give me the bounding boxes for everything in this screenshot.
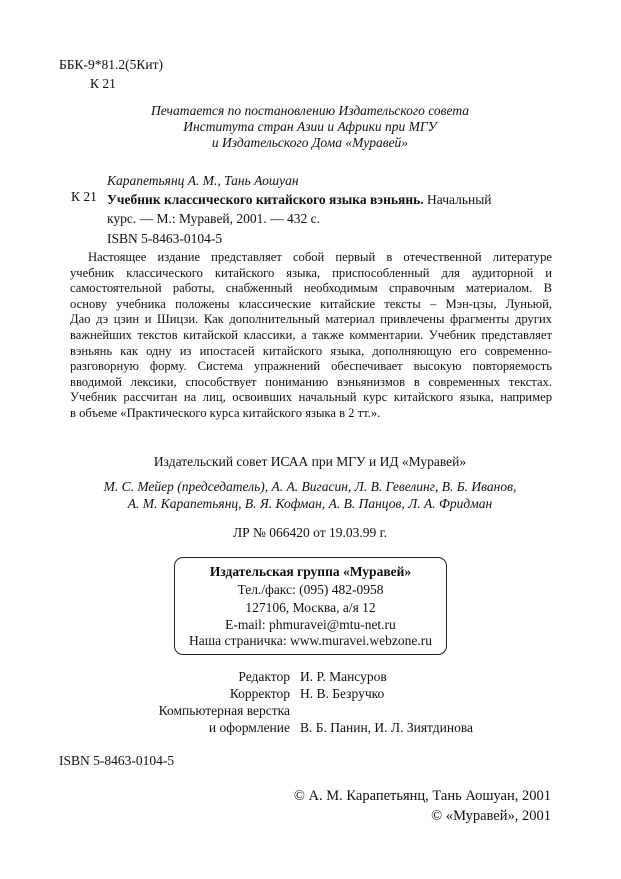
credits xyxy=(90,669,530,749)
abstract-line: разговорную форму. Система упражнений обеспечивает высокую повторяемость xyxy=(70,359,552,374)
abstract-line: Настоящее издание представляет собой первый в отечественной литературе xyxy=(88,250,552,264)
isbn-bottom: ISBN 5-8463-0104-5 xyxy=(59,753,175,768)
publisher-website: Наша страничка: www.muravei.webzone.ru xyxy=(189,633,432,648)
abstract-line: вэньянь как одну из ипостасей китайского языка, дополняющую его современно- xyxy=(70,343,552,358)
catalog-title-bold: Учебник классического китайского языка вэньянь. xyxy=(107,192,424,207)
bbk-code: ББК-9*81.2(5Кит) xyxy=(59,57,163,72)
publication-resolution xyxy=(90,103,530,151)
copyright-line: © «Муравей», 2001 xyxy=(431,808,551,824)
catalog-mark: К 21 xyxy=(71,189,97,204)
abstract-line: самостоятельной работы, снабженный необходимым справочным материалом. В xyxy=(70,281,552,296)
abstract-line: Учебник рассчитан на лиц, освоивших начальный курс китайского языка, например xyxy=(70,390,552,405)
abstract-line: важнейших текстов китайской классики, а также комментарии. Учебник представляет xyxy=(70,327,552,342)
publisher-address: 127106, Москва, а/я 12 xyxy=(245,600,376,615)
catalog-title xyxy=(107,192,492,208)
credit-name: Н. В. Безручко xyxy=(300,686,385,701)
credit-name: В. Б. Панин, И. Л. Зиятдинова xyxy=(300,720,474,735)
publisher-box xyxy=(174,557,447,655)
abstract-line: вводимой лексики, способствует пониманию вэньянизмов в современных текстах. xyxy=(70,374,552,389)
resolution-line: Печатается по постановлению Издательского совета xyxy=(150,103,470,118)
council-members-line: М. С. Мейер (председатель), А. А. Вигасин, Л. В. Гевелинг, В. Б. Иванов, xyxy=(103,479,517,494)
credit-name: И. Р. Мансуров xyxy=(300,669,387,684)
catalog-title-rest: Начальный xyxy=(423,192,492,207)
catalog-authors: Карапетьянц А. М., Тань Аошуан xyxy=(107,173,299,188)
resolution-line: Института стран Азии и Африки при МГУ xyxy=(183,119,437,134)
publisher-email: E-mail: phmuravei@mtu-net.ru xyxy=(225,617,396,632)
credit-role: Компьютерная верстка xyxy=(158,703,290,718)
publisher-name: Издательская группа «Муравей» xyxy=(209,564,412,579)
abstract xyxy=(70,250,552,422)
catalog-imprint: курс. — М.: Муравей, 2001. — 432 с. xyxy=(107,211,321,226)
council-members-line: А. М. Карапетьянц, В. Я. Кофман, А. В. Панцов, Л. А. Фридман xyxy=(127,496,493,511)
catalog-isbn: ISBN 5-8463-0104-5 xyxy=(107,231,223,246)
abstract-line: основу учебника положены классические китайские тексты – Мэн-цзы, Луньюй, xyxy=(70,296,552,311)
copyright xyxy=(294,786,551,826)
abstract-line: Дао дэ цзин и Шицзи. Как дополнительный материал привлечены фрагменты других xyxy=(70,312,552,327)
abstract-line: учебник классического китайского языка, приспособленный для аудиторной и xyxy=(70,265,552,280)
council-heading: Издательский совет ИСАА при МГУ и ИД «Муравей» xyxy=(153,454,467,469)
resolution-line: и Издательского Дома «Муравей» xyxy=(211,135,409,150)
abstract-line: в объеме «Практического курса китайского языка в 2 тт.». xyxy=(70,405,381,420)
author-mark: К 21 xyxy=(90,76,116,91)
credit-role: Корректор xyxy=(229,686,290,701)
credit-role: и оформление xyxy=(208,720,290,735)
publisher-phone: Тел./факс: (095) 482-0958 xyxy=(237,582,384,597)
license-number: ЛР № 066420 от 19.03.99 г. xyxy=(232,525,388,540)
copyright-line: © А. М. Карапетьянц, Тань Аошуан, 2001 xyxy=(293,788,551,804)
credit-role: Редактор xyxy=(238,669,290,684)
